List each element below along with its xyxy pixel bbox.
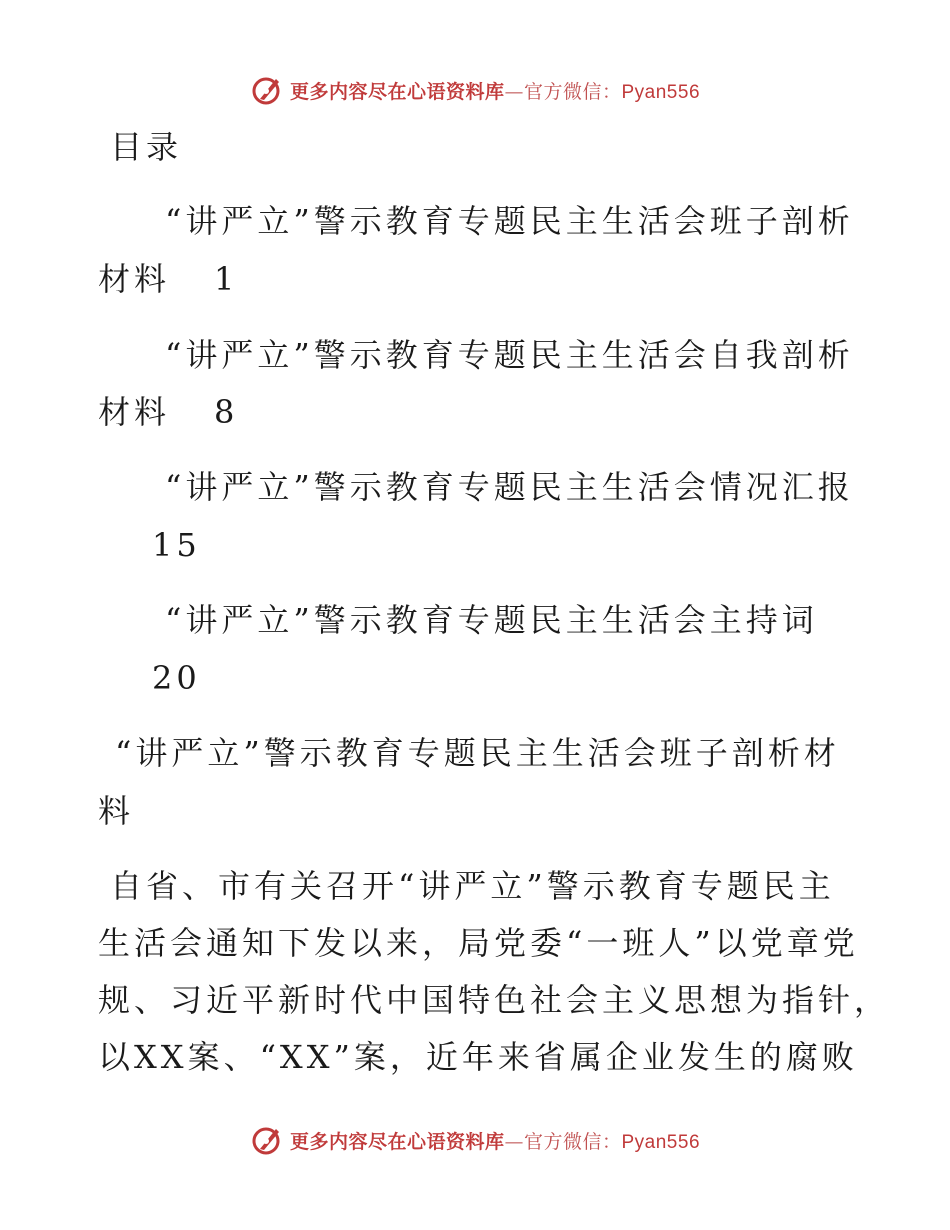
banner-separator: —: [504, 80, 524, 103]
article-body-line-1: 自省、市有关召开“讲严立”警示教育专题民主: [110, 867, 835, 905]
toc-entry-4-title[interactable]: “讲严立”警示教育专题民主生活会主持词: [165, 601, 818, 639]
banner-brand: 更多内容尽在心语资料库: [289, 1130, 505, 1153]
article-body-line-4: 以XX案、“XX”案，近年来省属企业发生的腐败: [98, 1038, 858, 1076]
banner-text: [290, 1127, 700, 1154]
toc-entry-3-page[interactable]: 15: [152, 526, 201, 564]
toc-entry-1-page: 1: [214, 260, 239, 298]
banner-wechat-id: Pyan556: [621, 81, 701, 103]
toc-entry-3-title[interactable]: “讲严立”警示教育专题民主生活会情况汇报: [165, 468, 854, 506]
article-title-line-1: “讲严立”警示教育专题民主生活会班子剖析材: [115, 734, 840, 772]
banner-separator: —: [504, 1130, 524, 1153]
article-title-line-2: 料: [98, 792, 135, 830]
toc-entry-4-page[interactable]: 20: [152, 659, 201, 697]
banner-wechat-label: 官方微信：: [523, 1130, 622, 1153]
toc-entry-2-title-cont[interactable]: 材料 8: [98, 393, 239, 431]
banner-text: [290, 77, 700, 104]
toc-entry-1-title-cont[interactable]: 材料 1: [98, 260, 239, 298]
toc-entry-2-title[interactable]: “讲严立”警示教育专题民主生活会自我剖析: [165, 336, 854, 374]
header-banner: [0, 70, 950, 110]
quill-logo-icon: [250, 73, 284, 107]
article-body-line-2: 生活会通知下发以来，局党委“一班人”以党章党: [98, 924, 859, 962]
toc-entry-1-title[interactable]: “讲严立”警示教育专题民主生活会班子剖析: [165, 202, 854, 240]
banner-brand: 更多内容尽在心语资料库: [289, 80, 505, 103]
article-body-line-3: 规、习近平新时代中国特色社会主义思想为指针，: [98, 981, 891, 1019]
footer-banner: [0, 1120, 950, 1160]
banner-wechat-label: 官方微信：: [523, 80, 622, 103]
toc-heading: 目录: [110, 128, 183, 166]
toc-entry-2-page: 8: [214, 393, 239, 431]
banner-wechat-id: Pyan556: [621, 1131, 701, 1153]
quill-logo-icon: [250, 1123, 284, 1157]
